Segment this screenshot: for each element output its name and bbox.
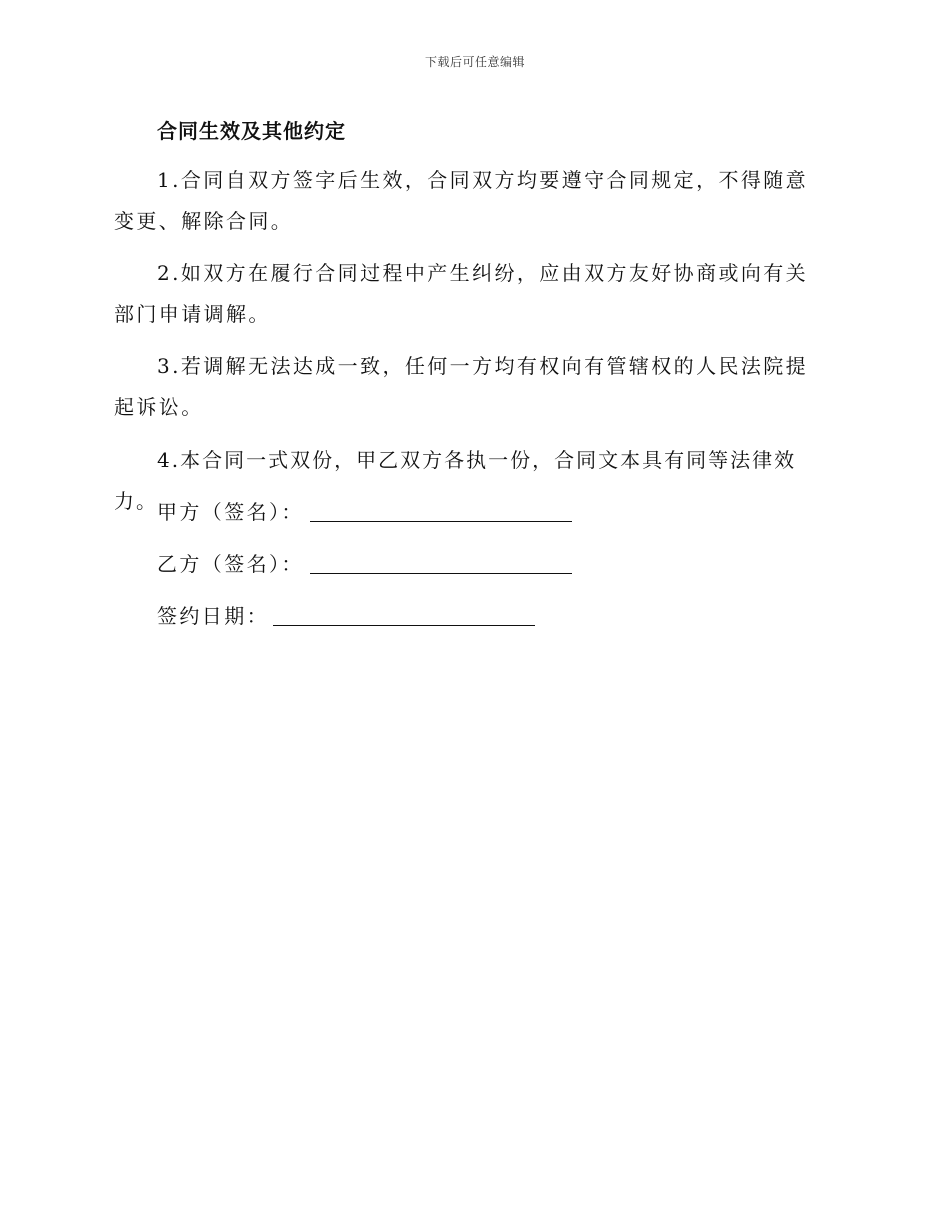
clause-2: 2.如双方在履行合同过程中产生纠纷，应由双方友好协商或向有关部门申请调解。: [114, 261, 809, 326]
signing-date-row: [157, 601, 535, 631]
signing-date-label: 签约日期：: [157, 604, 269, 628]
party-a-signature-label: 甲方（签名）：: [157, 500, 304, 524]
party-a-signature-row: [157, 497, 572, 527]
party-a-signature-line[interactable]: [310, 499, 572, 522]
header-note: 下载后可任意编辑: [424, 55, 525, 69]
signing-date-line[interactable]: [273, 603, 535, 626]
party-b-signature-row: [157, 549, 572, 579]
party-b-signature-label: 乙方（签名）：: [157, 552, 304, 576]
clause-4: 4.本合同一式双份，甲乙双方各执一份，合同文本具有同等法律效力。: [114, 448, 797, 513]
party-b-signature-line[interactable]: [310, 551, 572, 574]
section-title: 合同生效及其他约定: [157, 119, 346, 143]
clause-1: 1.合同自双方签字后生效，合同双方均要遵守合同规定，不得随意变更、解除合同。: [114, 168, 809, 233]
clause-3: 3.若调解无法达成一致，任何一方均有权向有管辖权的人民法院提起诉讼。: [114, 354, 809, 419]
